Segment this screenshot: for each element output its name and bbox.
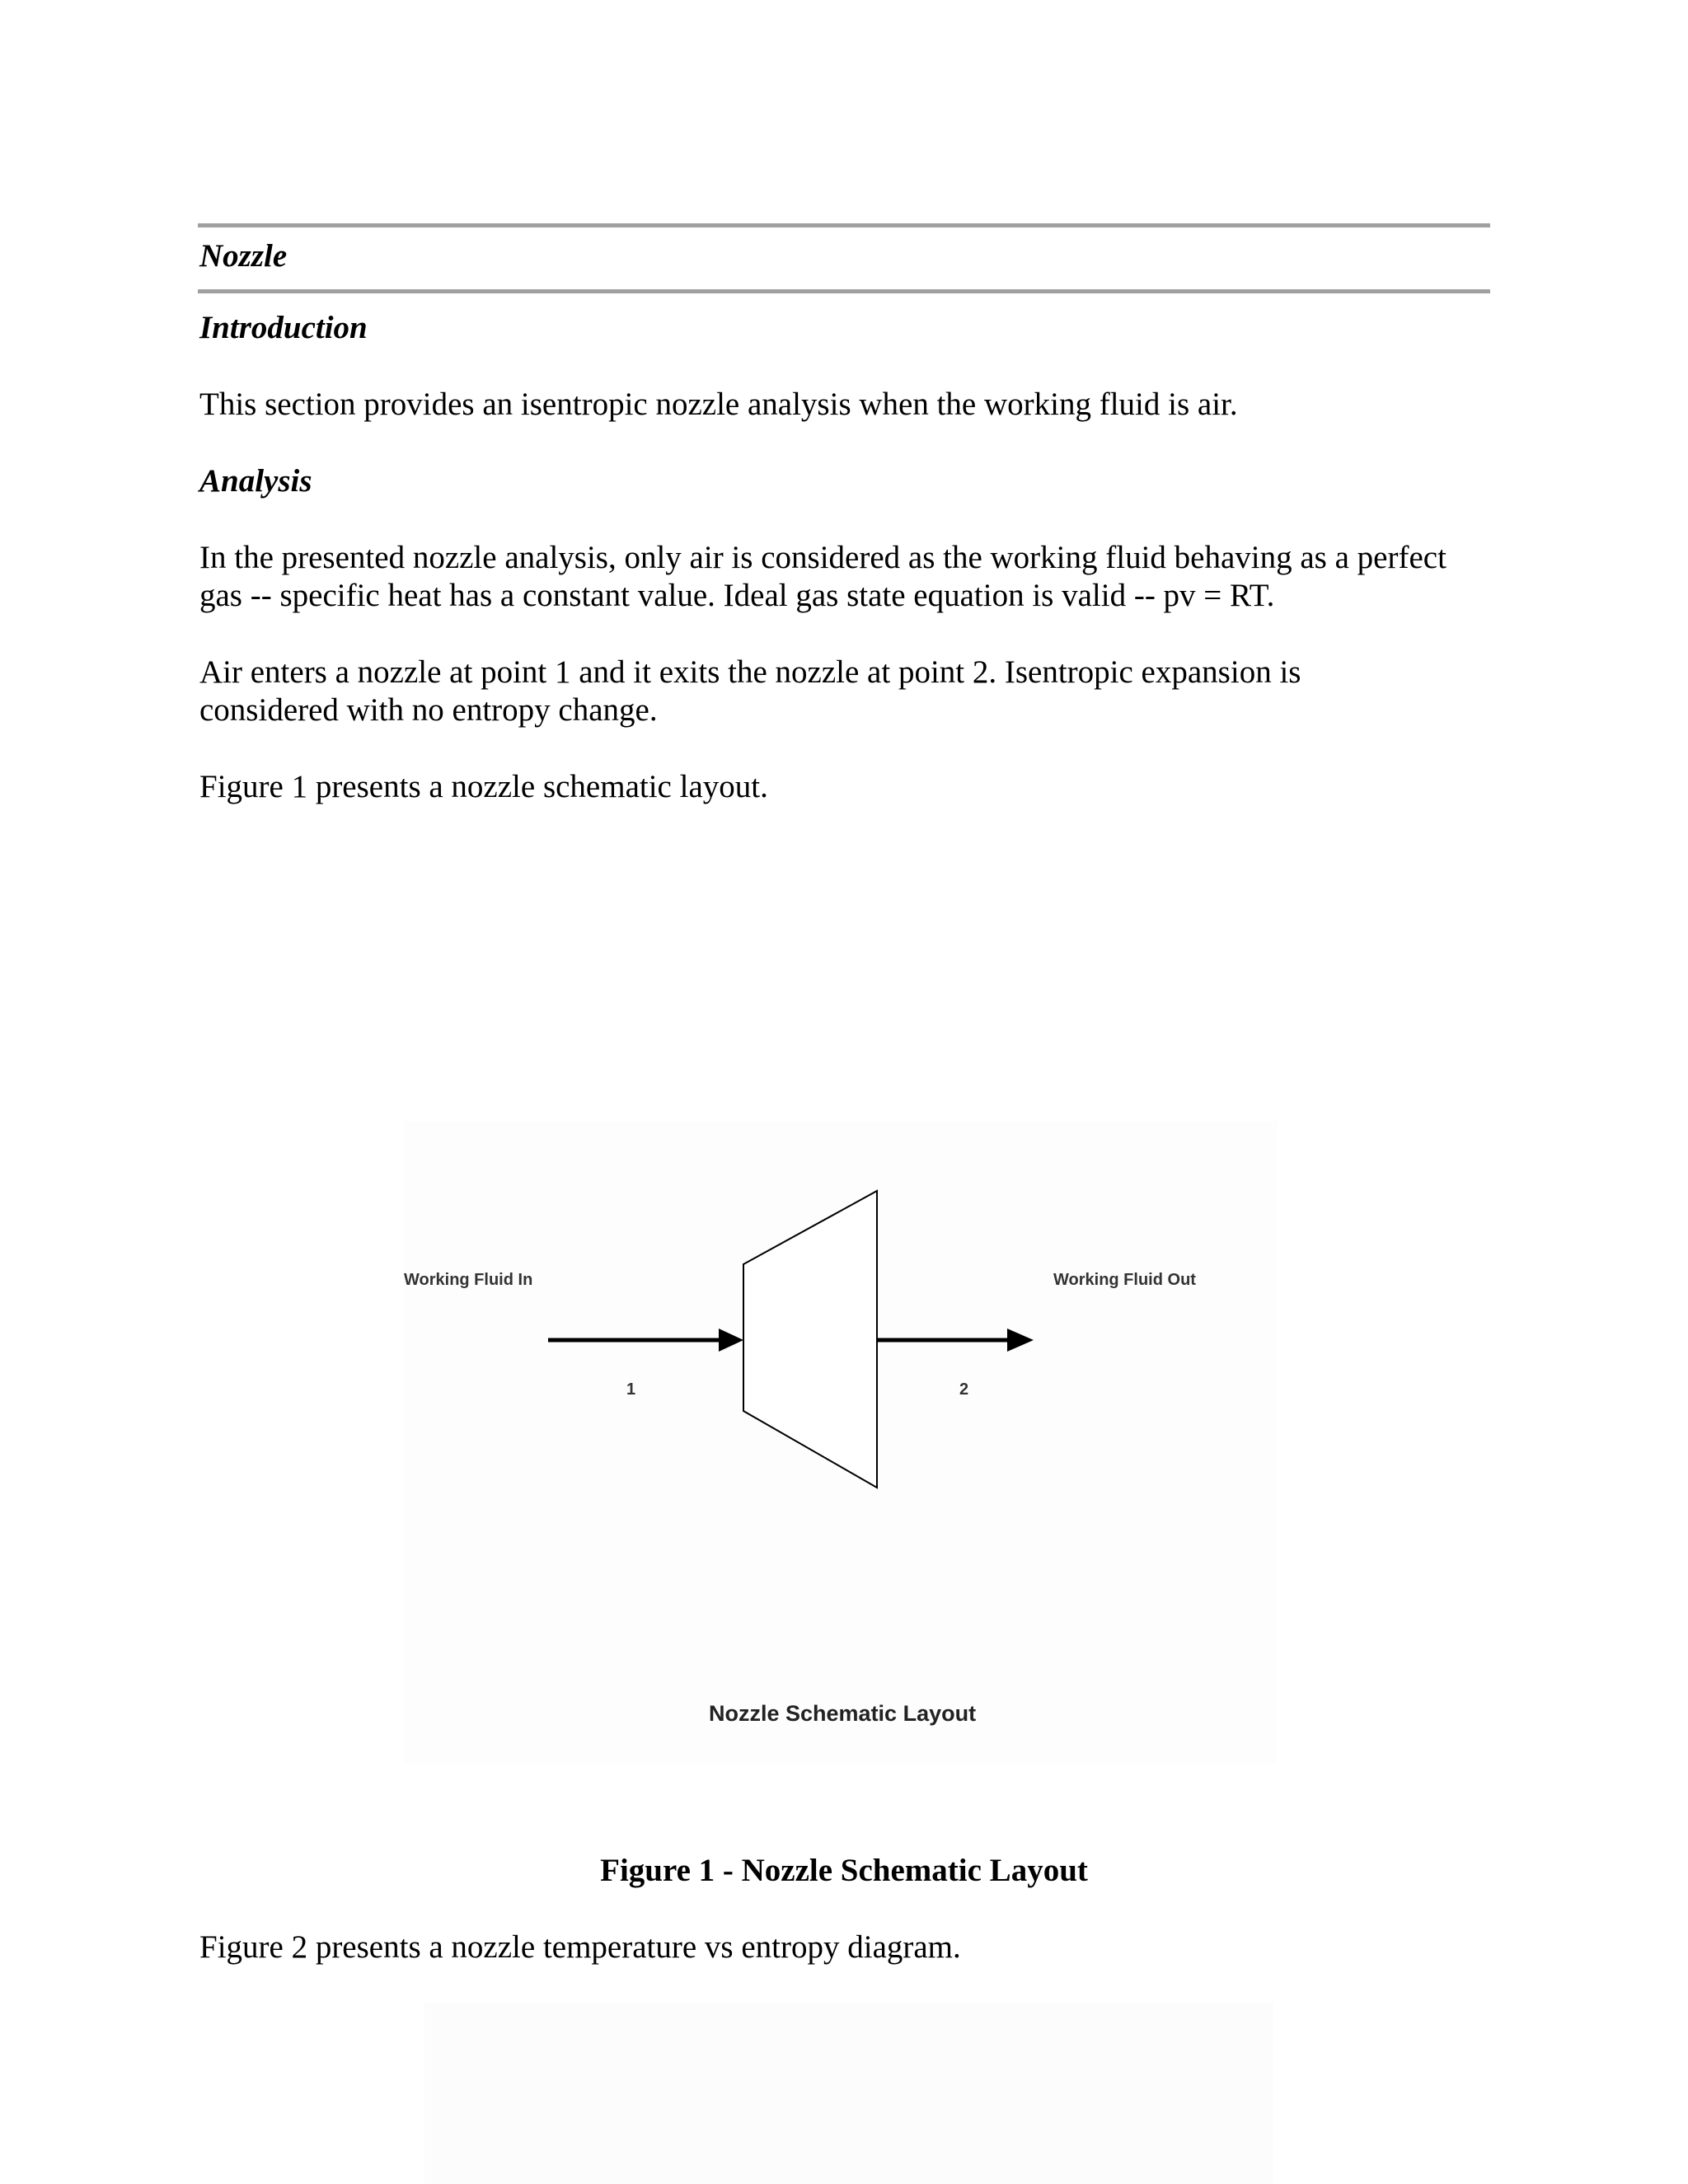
analysis-paragraph2-line1: Air enters a nozzle at point 1 and it exits the nozzle at point 2. Isentropic expansion is	[199, 654, 1301, 690]
figure1-inner-title: Nozzle Schematic Layout	[709, 1701, 977, 1726]
introduction-paragraph: This section provides an isentropic nozzle analysis when the working fluid is air.	[199, 387, 1238, 422]
analysis-paragraph1-line2: gas -- specific heat has a constant value. Ideal gas state equation is valid -- pv = RT.	[199, 578, 1275, 613]
figure1-caption: Figure 1 - Nozzle Schematic Layout	[600, 1853, 1088, 1888]
closing-paragraph: Figure 2 presents a nozzle temperature vs entropy diagram.	[199, 1929, 961, 1965]
analysis-paragraph3: Figure 1 presents a nozzle schematic layout.	[199, 769, 768, 804]
working-fluid-in-label: Working Fluid In	[404, 1271, 533, 1289]
introduction-heading: Introduction	[199, 310, 368, 345]
point-1-label: 1	[626, 1380, 636, 1399]
working-fluid-out-label: Working Fluid Out	[1053, 1271, 1196, 1289]
document-title: Nozzle	[199, 238, 288, 274]
figure2-image-area	[424, 2003, 1273, 2184]
nozzle-body-shape	[743, 1191, 877, 1488]
point-2-label: 2	[959, 1380, 969, 1399]
analysis-heading: Analysis	[199, 463, 312, 499]
analysis-paragraph1-line1: In the presented nozzle analysis, only air is considered as the working fluid behaving as a perfect	[199, 540, 1447, 575]
outlet-arrowhead	[1007, 1329, 1034, 1352]
analysis-paragraph2-line2: considered with no entropy change.	[199, 692, 658, 728]
inlet-arrowhead	[719, 1329, 743, 1352]
